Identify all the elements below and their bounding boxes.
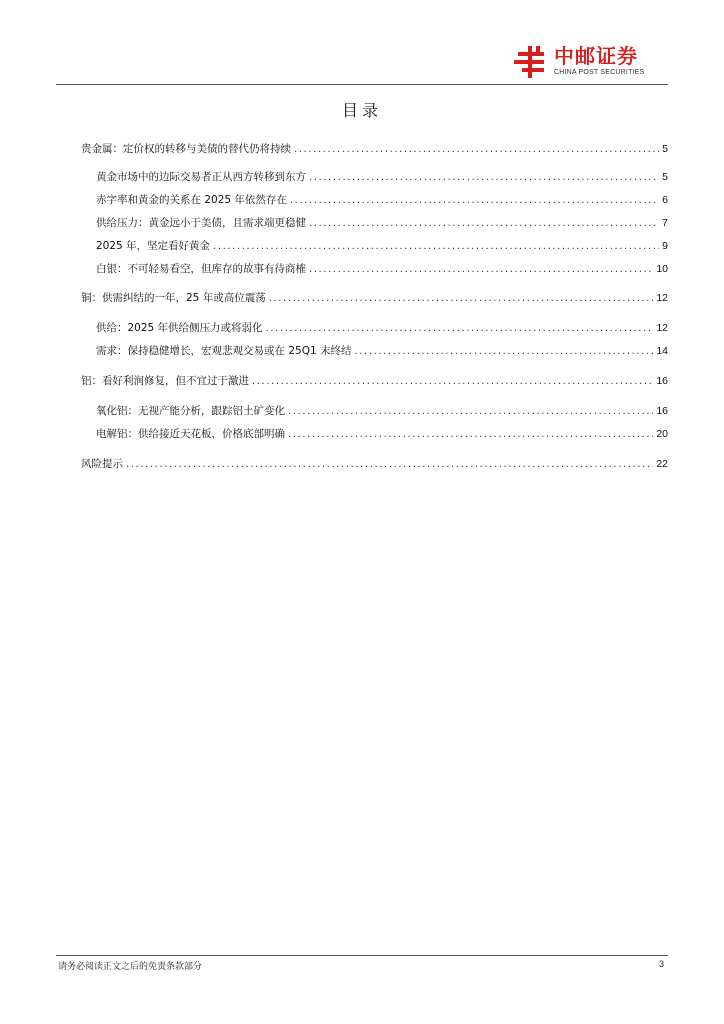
toc-entry-page: 5 — [662, 171, 668, 183]
toc-entry[interactable] — [96, 169, 668, 185]
toc-entry-page: 5 — [662, 143, 668, 155]
toc-entry[interactable] — [96, 192, 668, 208]
toc-entry[interactable] — [96, 320, 668, 336]
toc-entry-title: 氧化铝：无视产能分析，跟踪铝土矿变化 — [96, 405, 285, 417]
toc-entry[interactable] — [96, 261, 668, 277]
header-divider — [56, 84, 668, 85]
toc-entry-page: 7 — [662, 217, 668, 229]
toc-entry-page: 20 — [656, 428, 668, 440]
china-post-logo-icon — [512, 44, 548, 80]
toc-entry-title: 白银：不可轻易看空，但库存的故事有待商榷 — [96, 263, 306, 275]
toc-leader-dots — [213, 241, 659, 252]
toc-entry[interactable] — [81, 456, 668, 472]
page-number: 3 — [658, 959, 664, 969]
toc-entry[interactable] — [96, 215, 668, 231]
toc-entry-title: 供给：2025 年供给侧压力或将弱化 — [96, 322, 263, 334]
toc-leader-dots — [309, 264, 653, 275]
toc-leader-dots — [354, 346, 653, 357]
toc-entry-title: 铝：看好利润修复，但不宜过于激进 — [81, 375, 249, 387]
toc-leader-dots — [126, 459, 653, 470]
toc-entry-title: 赤字率和黄金的关系在 2025 年依然存在 — [96, 194, 287, 206]
toc-entry[interactable] — [96, 343, 668, 359]
footer-divider — [56, 955, 668, 956]
toc-entry[interactable] — [96, 426, 668, 442]
toc-entry-title: 风险提示 — [81, 458, 123, 470]
toc-entry-title: 电解铝：供给接近天花板，价格底部明确 — [96, 428, 285, 440]
toc-entry-page: 6 — [662, 194, 668, 206]
toc-leader-dots — [288, 406, 653, 417]
toc-entry-page: 16 — [656, 375, 668, 387]
toc-entry[interactable] — [81, 141, 668, 157]
toc-leader-dots — [294, 144, 659, 155]
toc-leader-dots — [252, 376, 653, 387]
toc-leader-dots — [290, 195, 659, 206]
toc-entry[interactable] — [96, 403, 668, 419]
disclaimer-note: 请务必阅读正文之后的免责条款部分 — [58, 962, 203, 972]
company-logo — [512, 44, 672, 80]
toc-entry[interactable] — [81, 290, 668, 306]
logo-english-name: CHINA POST SECURITIES — [554, 69, 645, 76]
toc-entry-title: 黄金市场中的边际交易者正从西方转移到东方 — [96, 171, 306, 183]
toc-entry[interactable] — [81, 373, 668, 389]
toc-leader-dots — [309, 172, 659, 183]
toc-entry-title: 2025 年，坚定看好黄金 — [96, 240, 211, 252]
toc-leader-dots — [269, 293, 654, 304]
toc-entry[interactable] — [96, 238, 668, 254]
toc-entry-title: 贵金属：定价权的转移与美债的替代仍将持续 — [81, 143, 291, 155]
toc-entry-title: 铜：供需纠结的一年，25 年或高位震荡 — [81, 292, 266, 304]
toc-leader-dots — [309, 218, 659, 229]
toc-leader-dots — [266, 323, 654, 334]
toc-entry-page: 14 — [656, 345, 668, 357]
toc-entry-title: 需求：保持稳健增长，宏观悲观交易或在 25Q1 末终结 — [96, 345, 352, 357]
toc-entry-page: 12 — [656, 292, 668, 304]
logo-chinese-name: 中邮证券 — [554, 44, 638, 68]
toc-entry-page: 10 — [656, 263, 668, 275]
page-title: 目录 — [341, 101, 382, 120]
toc-leader-dots — [288, 429, 653, 440]
toc-entry-page: 16 — [656, 405, 668, 417]
toc-entry-page: 12 — [656, 322, 668, 334]
toc-entry-title: 供给压力：黄金远小于美债，且需求端更稳健 — [96, 217, 306, 229]
toc-entry-page: 9 — [662, 240, 668, 252]
toc-entry-page: 22 — [656, 458, 668, 470]
